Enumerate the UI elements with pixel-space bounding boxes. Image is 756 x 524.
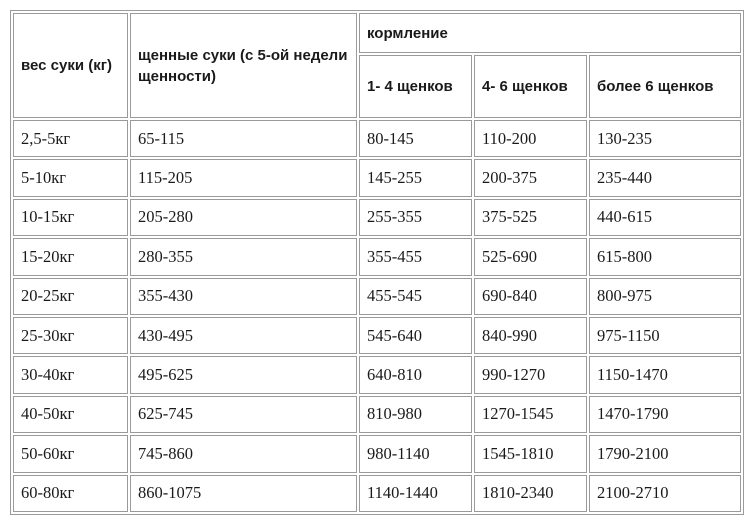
cell-puppies-4-6: 1810-2340 bbox=[474, 475, 587, 512]
table-row bbox=[13, 475, 741, 512]
cell-weight: 25-30кг bbox=[13, 317, 128, 354]
cell-puppies-1-4: 810-980 bbox=[359, 396, 472, 433]
cell-puppies-6-plus: 440-615 bbox=[589, 199, 741, 236]
cell-puppies-4-6: 990-1270 bbox=[474, 356, 587, 393]
cell-pregnant: 625-745 bbox=[130, 396, 357, 433]
table-row bbox=[13, 396, 741, 433]
header-weight: вес суки (кг) bbox=[13, 13, 128, 118]
table-row bbox=[13, 317, 741, 354]
cell-pregnant: 205-280 bbox=[130, 199, 357, 236]
cell-weight: 30-40кг bbox=[13, 356, 128, 393]
cell-puppies-4-6: 1270-1545 bbox=[474, 396, 587, 433]
cell-pregnant: 430-495 bbox=[130, 317, 357, 354]
cell-puppies-4-6: 110-200 bbox=[474, 120, 587, 157]
header-puppies-6-plus: более 6 щенков bbox=[589, 55, 741, 118]
table-row bbox=[13, 120, 741, 157]
cell-puppies-6-plus: 1790-2100 bbox=[589, 435, 741, 472]
cell-puppies-4-6: 690-840 bbox=[474, 278, 587, 315]
cell-puppies-6-plus: 1470-1790 bbox=[589, 396, 741, 433]
cell-weight: 60-80кг bbox=[13, 475, 128, 512]
cell-puppies-1-4: 545-640 bbox=[359, 317, 472, 354]
header-pregnant: щенные суки (с 5-ой недели щенности) bbox=[130, 13, 357, 118]
cell-puppies-6-plus: 800-975 bbox=[589, 278, 741, 315]
header-puppies-4-6: 4- 6 щенков bbox=[474, 55, 587, 118]
table-row bbox=[13, 278, 741, 315]
table-row bbox=[13, 199, 741, 236]
table-row bbox=[13, 238, 741, 275]
cell-puppies-1-4: 455-545 bbox=[359, 278, 472, 315]
feeding-table bbox=[11, 11, 743, 514]
cell-puppies-6-plus: 2100-2710 bbox=[589, 475, 741, 512]
cell-puppies-1-4: 640-810 bbox=[359, 356, 472, 393]
cell-puppies-1-4: 1140-1440 bbox=[359, 475, 472, 512]
cell-weight: 5-10кг bbox=[13, 159, 128, 196]
table-row bbox=[13, 159, 741, 196]
cell-weight: 20-25кг bbox=[13, 278, 128, 315]
cell-pregnant: 280-355 bbox=[130, 238, 357, 275]
feeding-table-frame bbox=[10, 10, 744, 515]
cell-pregnant: 745-860 bbox=[130, 435, 357, 472]
cell-pregnant: 495-625 bbox=[130, 356, 357, 393]
cell-puppies-1-4: 980-1140 bbox=[359, 435, 472, 472]
cell-puppies-6-plus: 975-1150 bbox=[589, 317, 741, 354]
cell-weight: 40-50кг bbox=[13, 396, 128, 433]
cell-puppies-6-plus: 615-800 bbox=[589, 238, 741, 275]
cell-pregnant: 65-115 bbox=[130, 120, 357, 157]
cell-puppies-4-6: 375-525 bbox=[474, 199, 587, 236]
table-row bbox=[13, 356, 741, 393]
cell-weight: 50-60кг bbox=[13, 435, 128, 472]
cell-weight: 10-15кг bbox=[13, 199, 128, 236]
cell-pregnant: 860-1075 bbox=[130, 475, 357, 512]
cell-puppies-1-4: 145-255 bbox=[359, 159, 472, 196]
cell-puppies-6-plus: 1150-1470 bbox=[589, 356, 741, 393]
cell-pregnant: 115-205 bbox=[130, 159, 357, 196]
cell-puppies-4-6: 1545-1810 bbox=[474, 435, 587, 472]
cell-puppies-1-4: 80-145 bbox=[359, 120, 472, 157]
header-feeding: кормление bbox=[359, 13, 741, 53]
cell-puppies-1-4: 355-455 bbox=[359, 238, 472, 275]
cell-weight: 15-20кг bbox=[13, 238, 128, 275]
cell-weight: 2,5-5кг bbox=[13, 120, 128, 157]
header-row bbox=[13, 13, 741, 53]
cell-puppies-4-6: 840-990 bbox=[474, 317, 587, 354]
cell-puppies-4-6: 525-690 bbox=[474, 238, 587, 275]
header-puppies-1-4: 1- 4 щенков bbox=[359, 55, 472, 118]
cell-puppies-6-plus: 130-235 bbox=[589, 120, 741, 157]
cell-puppies-6-plus: 235-440 bbox=[589, 159, 741, 196]
cell-pregnant: 355-430 bbox=[130, 278, 357, 315]
table-row bbox=[13, 435, 741, 472]
cell-puppies-1-4: 255-355 bbox=[359, 199, 472, 236]
cell-puppies-4-6: 200-375 bbox=[474, 159, 587, 196]
